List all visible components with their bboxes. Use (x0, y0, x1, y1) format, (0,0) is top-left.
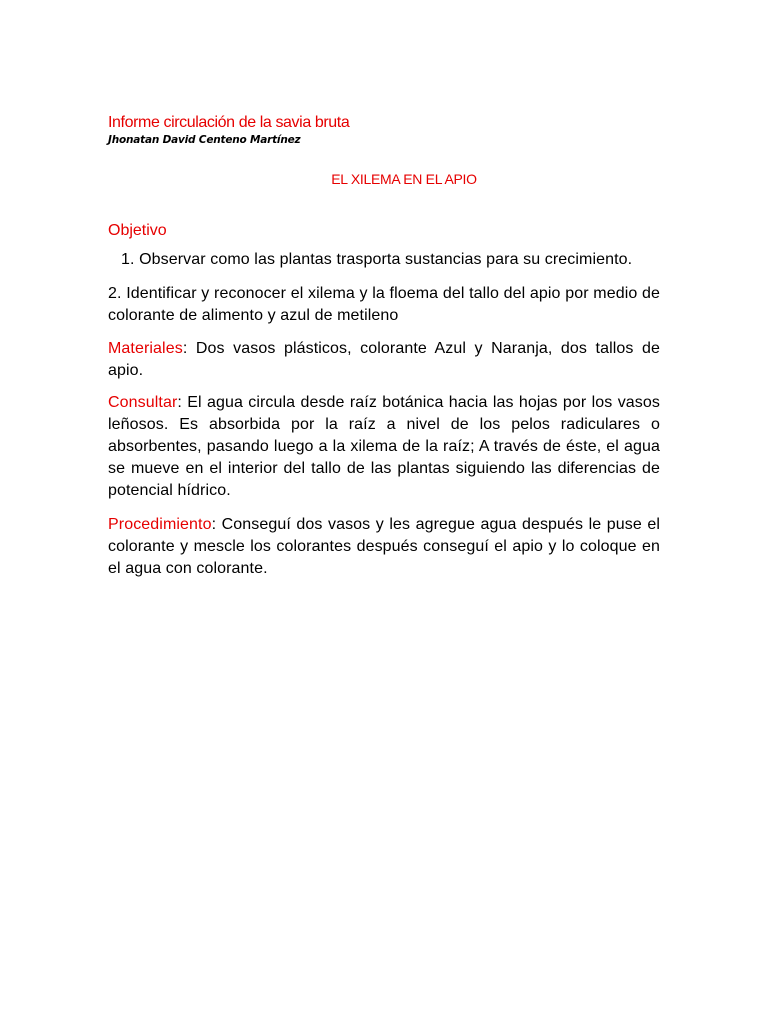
procedimiento-label: Procedimiento (108, 516, 212, 533)
document-title: Informe circulación de la savia bruta (108, 114, 350, 131)
materiales-paragraph (108, 338, 660, 382)
procedimiento-paragraph (108, 514, 660, 580)
document-subtitle: EL XILEMA EN EL APIO (331, 171, 477, 187)
consultar-label: Consultar (108, 394, 178, 411)
objective-item-2: 2. Identificar y reconocer el xilema y la floema del tallo del apio por medio de colorante de alimento y azul de metileno (108, 285, 660, 324)
document-page (108, 113, 660, 580)
consultar-paragraph (108, 392, 660, 502)
objective-item-1: 1. Observar como las plantas trasporta sustancias para su crecimiento. (121, 251, 633, 268)
materiales-text: : Dos vasos plásticos, colorante Azul y Naranja, dos tallos de apio. (108, 340, 660, 379)
objetivo-heading: Objetivo (108, 222, 167, 239)
procedimiento-text: : Conseguí dos vasos y les agregue agua después le puse el colorante y mescle los colorantes después conseguí el apio y lo coloque en el agua con colorante. (108, 516, 660, 577)
materiales-label: Materiales (108, 340, 183, 357)
consultar-text: : El agua circula desde raíz botánica hacia las hojas por los vasos leñosos. Es absorbida por la raíz a nivel de los pelos radiculares o absorbentes, pasando luego a la xilema de la raíz; A través de éste, el agua se mueve en el interior del tallo de las plantas siguiendo las diferencias de potencial hídrico. (108, 394, 660, 499)
document-author: Jhonatan David Centeno Martínez (108, 134, 301, 146)
